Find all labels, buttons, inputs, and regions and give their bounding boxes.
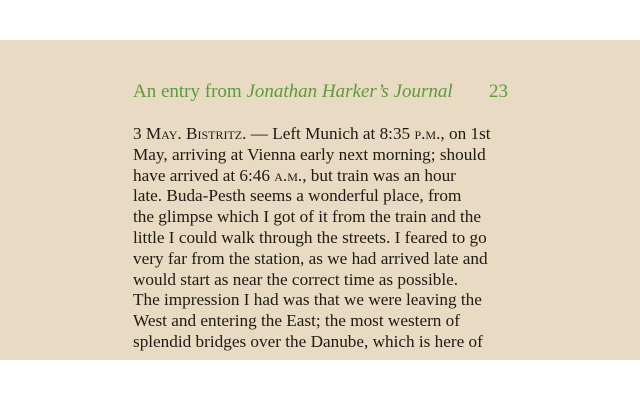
header-prefix: An entry from: [133, 81, 247, 102]
journal-entry-text: [133, 124, 511, 353]
text-line-5: the glimpse which I got of it from the train and the: [133, 207, 481, 227]
text-line-3: have arrived at 6:46 a.m., but train was an hour: [133, 165, 456, 185]
text-line-4: late. Buda-Pesth seems a wonderful place, from: [133, 186, 462, 206]
text-line-10: West and entering the East; the most western of: [133, 311, 460, 331]
book-page: [0, 40, 640, 360]
text-line-2: May, arriving at Vienna early next morning; should: [133, 144, 486, 164]
page-number: 23: [489, 81, 508, 102]
text-line-1: 3 May. Bistritz. — Left Munich at 8:35 p.m., on 1st: [133, 124, 491, 143]
entry-place: Bistritz.: [186, 124, 247, 143]
text-line-8: would start as near the correct time as possible.: [133, 269, 459, 289]
entry-date: 3 May.: [133, 124, 182, 143]
text-line-7: very far from the station, as we had arrived late and: [133, 248, 488, 268]
text-line-9: The impression I had was that we were leaving the: [133, 290, 482, 310]
running-header: [133, 80, 508, 104]
journal-title: Jonathan Harker’s Journal: [246, 81, 453, 102]
text-line-11: splendid bridges over the Danube, which is here of: [133, 331, 483, 351]
text-line-6: little I could walk through the streets. I feared to go: [133, 227, 487, 247]
